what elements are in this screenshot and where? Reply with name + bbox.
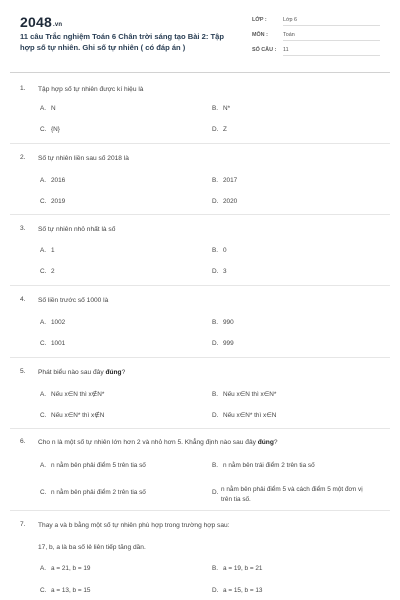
option-text: 0 (223, 247, 227, 254)
option-letter: A. (40, 391, 47, 398)
question-text-part: ? (121, 369, 126, 376)
option-letter: D. (212, 489, 219, 496)
option-text: Z (223, 126, 227, 133)
option-text: 2 (51, 268, 55, 275)
option-letter: B. (212, 565, 219, 572)
option-text: N (51, 105, 56, 112)
option-letter: C. (40, 268, 47, 275)
option-text: 1001 (51, 340, 66, 347)
option-letter: D. (212, 587, 219, 594)
meta-value: Toán (283, 32, 380, 41)
option-text: n nằm bên phải điểm 5 và cách điểm 5 một đơn vị trên tia số. (221, 486, 363, 503)
question-text: Số tự nhiên nhỏ nhất là số (38, 226, 116, 233)
option-letter: A. (40, 247, 47, 254)
meta-info (252, 14, 380, 59)
meta-value: Lớp 6 (283, 17, 380, 26)
meta-label: LỚP : (252, 17, 267, 23)
option-text: a = 21, b = 19 (51, 565, 91, 572)
question-text: Tập hợp số tự nhiên được kí hiệu là (38, 86, 144, 93)
question-number: 3. (20, 225, 26, 232)
option-text: 3 (223, 268, 227, 275)
question-divider (10, 357, 390, 358)
meta-row-subject (252, 29, 380, 44)
question-text: Thay a và b bằng một số tự nhiên phù hợp trong trường hợp sau: (38, 522, 230, 529)
option-letter: D. (212, 268, 219, 275)
meta-value: 11 (283, 47, 380, 56)
meta-row-class (252, 14, 380, 29)
question-text: Số tự nhiên liền sau số 2018 là (38, 155, 129, 162)
question-subtext: 17, b, a là ba số lẻ liên tiếp tăng dần. (38, 544, 146, 551)
question-number: 1. (20, 85, 26, 92)
option-letter: B. (212, 319, 219, 326)
logo-text: 2048 (20, 14, 52, 30)
option-text: 990 (223, 319, 234, 326)
option-letter: B. (212, 177, 219, 184)
question-emphasis: đúng (105, 369, 122, 376)
option-letter: A. (40, 462, 47, 469)
page-title: 11 câu Trắc nghiệm Toán 6 Chân trời sáng tạo Bài 2: Tập hợp số tự nhiên. Ghi số tự nhiên ( có đáp án ) (20, 32, 225, 52)
option-text: a = 15, b = 13 (223, 587, 263, 594)
option-text: n nằm bên phải điểm 2 trên tia số (51, 489, 146, 496)
option-letter: C. (40, 126, 47, 133)
option-text: n nằm bên phải điểm 5 trên tia số (51, 462, 146, 469)
question-text (38, 438, 378, 447)
question-number: 2. (20, 154, 26, 161)
question-text (38, 368, 378, 377)
question-text: Số liền trước số 1000 là (38, 297, 109, 304)
option-letter: C. (40, 198, 47, 205)
option-text: {N} (51, 126, 60, 133)
question-divider (10, 285, 390, 286)
site-logo[interactable] (20, 14, 62, 30)
option-letter: D. (212, 126, 219, 133)
option-letter: D. (212, 412, 219, 419)
logo-suffix: .vn (52, 22, 63, 28)
question-number: 4. (20, 296, 26, 303)
question-emphasis: đúng (257, 439, 274, 446)
question-divider (10, 143, 390, 144)
option-text: 2016 (51, 177, 66, 184)
option-text: N* (223, 105, 231, 112)
question-text-part: ? (273, 439, 278, 446)
option-text: a = 19, b = 21 (223, 565, 263, 572)
option-text: 1 (51, 247, 55, 254)
question-number: 6. (20, 438, 26, 445)
option-letter: A. (40, 177, 47, 184)
option-letter: C. (40, 489, 47, 496)
question-number: 7. (20, 521, 26, 528)
option-letter: B. (212, 462, 219, 469)
option-letter: C. (40, 412, 47, 419)
option-letter: D. (212, 340, 219, 347)
option-letter: A. (40, 319, 47, 326)
option-text: 2017 (223, 177, 238, 184)
header (0, 0, 400, 68)
option-text: Nếu x∈N thì x∉N* (51, 391, 105, 398)
option-text: Nếu x∈N* thì x∈N (223, 412, 277, 419)
option-letter: B. (212, 391, 219, 398)
header-divider (10, 72, 390, 73)
option-letter: B. (212, 105, 219, 112)
option-text: 1002 (51, 319, 66, 326)
question-text-part: Cho n là một số tự nhiên lớn hơn 2 và nhỏ hơn 5. Khẳng định nào sau đây (38, 439, 258, 446)
question-divider (10, 510, 390, 511)
option-text: Nếu x∈N* thì x∉N (51, 412, 105, 419)
question-divider (10, 214, 390, 215)
option-text: a = 13, b = 15 (51, 587, 91, 594)
option-text: 2020 (223, 198, 238, 205)
meta-label: MÔN : (252, 32, 268, 38)
option-letter: C. (40, 340, 47, 347)
option-text: Nếu x∈N thì x∈N* (223, 391, 277, 398)
meta-label: SỐ CÂU : (252, 47, 277, 53)
option-text: 2019 (51, 198, 66, 205)
meta-row-count (252, 44, 380, 59)
question-number: 5. (20, 368, 26, 375)
option-letter: A. (40, 105, 47, 112)
option-letter: B. (212, 247, 219, 254)
option-text: 999 (223, 340, 234, 347)
question-divider (10, 428, 390, 429)
option-text: n nằm bên trái điểm 2 trên tia số (223, 462, 315, 469)
option-letter: A. (40, 565, 47, 572)
option-letter: D. (212, 198, 219, 205)
option-letter: C. (40, 587, 47, 594)
question-text-part: Phát biểu nào sau đây (38, 369, 106, 376)
